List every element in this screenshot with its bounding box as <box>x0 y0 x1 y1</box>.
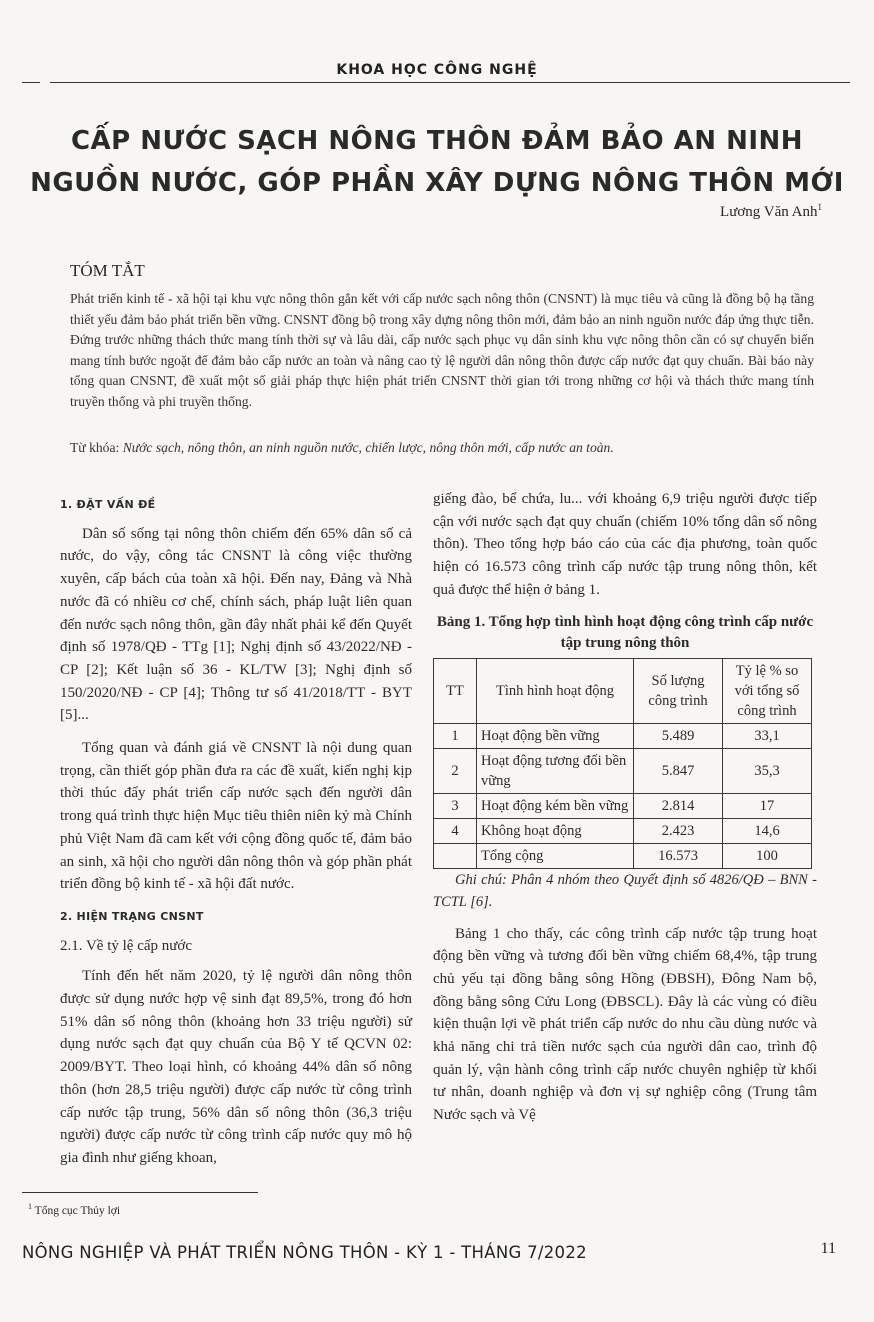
table-row <box>434 748 812 793</box>
author-name: Lương Văn Anh <box>720 204 818 220</box>
title-line-1: CẤP NƯỚC SẠCH NÔNG THÔN ĐẢM BẢO AN NINH <box>70 126 804 156</box>
abstract-body: Phát triển kinh tế - xã hội tại khu vực nông thôn gắn kết với cấp nước sạch nông thôn (CNSNT) là mục tiêu và cũng là đồng bộ hạ tầng thiết yếu đảm bảo phát triển bền vững. CNSNT đồng bộ trong xây dựng nông thôn mới, đảm bảo an ninh nguồn nước đáp ứng thực tiễn. Đứng trước những thách thức mang tính thời sự và lâu dài, cấp nước sạch phục vụ dân sinh khu vực nông thôn cần có sự chuyển biến mang tính bước ngoặt để đảm bảo cấp nước an toàn và nâng cao tỷ lệ người dân nông thôn được cấp nước đạt quy chuẩn. Bài báo này tổng quan CNSNT, đề xuất một số giải pháp thực hiện phát triển CNSNT thời gian tới trong những cơ hội và thách thức mang tính truyền thống và phi truyền thống. <box>70 291 814 409</box>
journal-footer: NÔNG NGHIỆP VÀ PHÁT TRIỂN NÔNG THÔN - KỲ 1 - THÁNG 7/2022 <box>22 1243 587 1262</box>
table-cell: 14,6 <box>723 818 812 843</box>
paragraph: giếng đào, bể chứa, lu... với khoảng 6,9 triệu người được tiếp cận với nước sạch đạt quy chuẩn (chiếm 10% tổng dân số nông thôn). Theo tổng hợp báo cáo của các địa phương, toàn quốc hiện có 16.573 công trình cấp nước tập trung nông thôn, kết quả được thể hiện ở bảng 1. <box>433 491 817 598</box>
table-cell: Không hoạt động <box>477 818 634 843</box>
footnote-mark: 1 <box>28 1202 32 1211</box>
section-1-heading: 1. ĐẶT VẤN ĐỀ <box>60 498 156 511</box>
page-number: 11 <box>820 1240 836 1257</box>
keywords-label: Từ khóa: <box>70 440 120 455</box>
section-label: KHOA HỌC CÔNG NGHỆ <box>336 62 538 78</box>
table-cell: Hoạt động kém bền vững <box>477 793 634 818</box>
abstract-heading: TÓM TẮT <box>70 261 145 280</box>
table-cell: Hoạt động tương đối bền vững <box>477 748 634 793</box>
table-cell: 5.847 <box>634 748 723 793</box>
table-cell: 2.423 <box>634 818 723 843</box>
table-cell: 33,1 <box>723 723 812 748</box>
left-column <box>60 494 412 1180</box>
table-total-row <box>434 843 812 868</box>
table-cell: 35,3 <box>723 748 812 793</box>
paragraph: Tổng quan và đánh giá về CNSNT là nội dung quan trọng, cần thiết góp phần đưa ra các đề xuất, kiến nghị kịp thời thúc đẩy phát triển cấp nước sạch đến người dân trong quá trình thực hiện Mục tiêu thiên niên kỷ mà Chính phủ Việt Nam đã cam kết với cộng đồng quốc tế, đảm bảo an sinh, xã hội cho người dân nông thôn và góp phần phát triển đồng bộ kinh tế - xã hội đất nước. <box>60 740 412 893</box>
header-rule-right <box>50 82 850 83</box>
column-header: Tình hình hoạt động <box>477 658 634 723</box>
paragraph: Bảng 1 cho thấy, các công trình cấp nước tập trung hoạt động bền vững và tương đối bền vững chiếm 68,4%, tập trung chủ yếu tại đồng bằng sông Hồng (ĐBSH), Đông Nam bộ, đồng bằng sông Cửu Long (ĐBSCL). Đây là các vùng có điều kiện thuận lợi về phát triển cấp nước do nhu cầu dùng nước và khả năng chi trả tiền nước sạch của người dân cao, trình độ quản lý, vận hành công trình cấp nước chuyên nghiệp từ khối tư nhân, doanh nghiệp và đơn vị sự nghiệp công (Trung tâm Nước sạch và Vệ <box>433 925 817 1124</box>
table-row <box>434 793 812 818</box>
table-cell: 2.814 <box>634 793 723 818</box>
table-cell: 1 <box>434 723 477 748</box>
table-cell: 3 <box>434 793 477 818</box>
table-cell: 2 <box>434 748 477 793</box>
paragraph: Dân số sống tại nông thôn chiếm đến 65% dân số cả nước, do vậy, công tác CNSNT là công việc thường xuyên, cấp bách của toàn xã hội. Đến nay, Đảng và Nhà nước đã có nhiều cơ chế, chính sách, pháp luật liên quan đến nước sạch nông thôn, gần đây nhất phải kể đến Quyết định số 1978/QĐ - TTg [1]; Nghị định số 43/2022/NĐ - CP [2]; Kết luận số 36 - KL/TW [3]; Nghị định số 150/2020/NĐ - CP [4]; Thông tư số 41/2018/TT - BYT [5]... <box>60 525 412 724</box>
table-cell <box>434 843 477 868</box>
title-line-2: NGUỒN NƯỚC, GÓP PHẦN XÂY DỰNG NÔNG THÔN MỚI <box>30 168 844 198</box>
data-table <box>433 658 812 869</box>
column-header: Số lượng công trình <box>634 658 723 723</box>
keywords <box>70 438 814 458</box>
author <box>720 202 822 221</box>
table-cell: 16.573 <box>634 843 723 868</box>
table-note: Ghi chú: Phân 4 nhóm theo Quyết định số 4826/QĐ – BNN - TCTL [6]. <box>433 871 817 910</box>
table-cell: Tổng cộng <box>477 843 634 868</box>
footnote-text: Tổng cục Thủy lợi <box>34 1204 121 1217</box>
table-cell: 4 <box>434 818 477 843</box>
right-column <box>433 488 817 1137</box>
table-caption: Bảng 1. Tổng hợp tình hình hoạt động công trình cấp nước tập trung nông thôn <box>436 613 814 651</box>
paragraph: Tính đến hết năm 2020, tỷ lệ người dân nông thôn được sử dụng nước hợp vệ sinh đạt 89,5%, trong đó hơn 51% dân số nông thôn (khoảng hơn 33 triệu người) sử dụng nước sạch đạt quy chuẩn của Bộ Y tế QCVN 02: 2009/BYT. Theo loại hình, có khoảng 44% dân số nông thôn (hơn 28,5 triệu người) được cấp nước từ công trình cấp nước tập trung, 56% dân số nông thôn (36,3 triệu người) được cấp nước từ công trình cấp nước quy mô hộ gia đình như giếng khoan, <box>60 968 412 1166</box>
table-row <box>434 818 812 843</box>
section-2-heading: 2. HIỆN TRẠNG CNSNT <box>60 909 204 923</box>
column-header: Tỷ lệ % so với tổng số công trình <box>723 658 812 723</box>
author-mark: 1 <box>817 202 822 212</box>
subsection-2-1-heading: 2.1. Về tỷ lệ cấp nước <box>60 937 192 954</box>
footnote <box>28 1202 120 1217</box>
column-header: TT <box>434 658 477 723</box>
article-title <box>20 120 854 204</box>
table-row <box>434 723 812 748</box>
table-cell: 17 <box>723 793 812 818</box>
footnote-rule <box>22 1192 258 1193</box>
header-rule-left <box>22 82 40 83</box>
table-cell: 5.489 <box>634 723 723 748</box>
table-cell: Hoạt động bền vững <box>477 723 634 748</box>
keywords-list: Nước sạch, nông thôn, an ninh nguồn nước, chiến lược, nông thôn mới, cấp nước an toàn. <box>122 440 614 455</box>
table-header-row <box>434 658 812 723</box>
table-cell: 100 <box>723 843 812 868</box>
